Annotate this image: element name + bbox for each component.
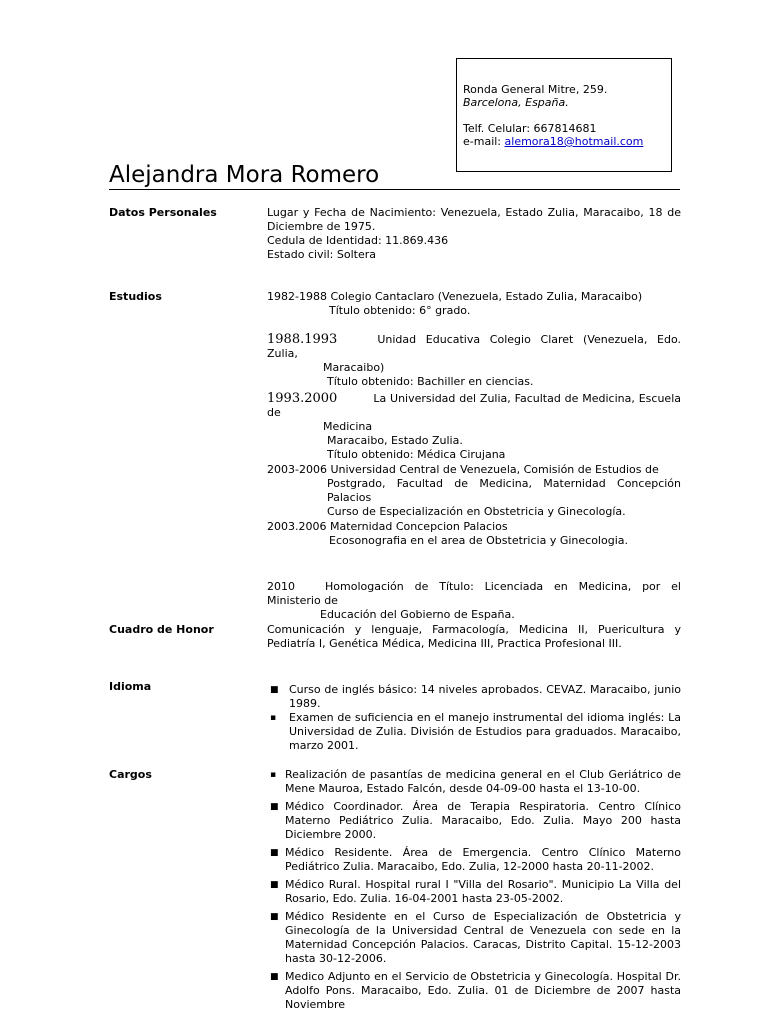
contact-box [456,58,672,172]
bullet-icon: ■ [270,848,279,858]
section-cargos [267,768,681,1016]
contact-phone: Telf. Celular: 667814681 [463,122,597,135]
estudios-item [267,290,681,318]
estudios-line: Ecosonografia en el area de Obstetricia y Ginecologia. [329,534,628,547]
section-label-cargos: Cargos [109,768,152,781]
list-item: ▪ Realización de pasantías de medicina general en el Club Geriátrico de Mene Mauroa, Estado Falcón, desde 04-09-00 hasta el 13-10-00. [270,768,681,795]
estudios-item [267,463,681,519]
estudios-line: Universidad Central de Venezuela, Comisión de Estudios de [326,463,659,476]
estudios-line: Título obtenido: 6° grado. [329,304,471,317]
estudios-line: La Universidad del Zulia, Facultad de Medicina, Escuela de [267,392,681,419]
estudios-line: Maternidad Concepcion Palacios [326,520,508,533]
estudios-line: Educación del Gobierno de España. [320,608,515,621]
datos-line: Estado civil: Soltera [267,248,376,261]
bullet-icon: ■ [270,880,279,890]
estudios-line: Maracaibo, Estado Zulia. [327,434,463,447]
bullet-icon: ▪ [270,770,277,780]
estudios-line: Medicina [323,420,373,433]
section-idioma [267,683,681,757]
estudios-line: Homologación de Título: Licenciada en Medicina, por el Ministerio de [267,580,681,607]
estudios-year: 2003.2006 [267,520,327,533]
estudios-line: Título obtenido: Bachiller en ciencias. [327,375,534,388]
section-label-idioma: Idioma [109,680,152,693]
estudios-line: Maracaibo) [323,361,385,374]
list-item: ■ Curso de inglés básico: 14 niveles aprobados. CEVAZ. Maracaibo, junio 1989. [270,683,681,710]
contact-email-label: e-mail: [463,135,505,148]
estudios-year: 2010 [267,580,295,593]
estudios-line: Título obtenido: Médica Cirujana [327,448,506,461]
bullet-icon: ■ [270,802,279,812]
section-label-estudios: Estudios [109,290,162,303]
section-datos [267,206,681,262]
estudios-year: 1988.1993 [267,332,338,347]
bullet-icon: ■ [270,972,279,982]
section-label-datos: Datos Personales [109,206,217,219]
bullet-icon: ■ [270,912,279,922]
estudios-line: Curso de Especialización en Obstetricia y Ginecología. [327,505,626,518]
estudios-item [267,520,681,548]
title-divider [109,189,680,190]
contact-email-link[interactable]: alemora18@hotmail.com [504,135,644,148]
contact-address: Ronda General Mitre, 259. [463,83,608,96]
list-item: ■ Médico Residente. Área de Emergencia. Centro Clínico Materno Pediátrico Zulia. Maracaibo, Edo. Zulia, 12-2000 hasta 20-11-2002. [270,846,681,873]
section-label-honor: Cuadro de Honor [109,623,214,636]
estudios-item [267,333,681,389]
estudios-line: Colegio Cantaclaro (Venezuela, Estado Zulia, Maracaibo) [326,290,643,303]
list-item: ■ Médico Coordinador. Área de Terapia Respiratoria. Centro Clínico Materno Pediátrico Zulia. Maracaibo, Edo. Zulia. Mayo 200 hasta Diciembre 2000. [270,800,681,841]
estudios-year: 1993.2000 [267,391,338,406]
estudios-line: Postgrado, Facultad de Medicina, Maternidad Concepción Palacios [327,477,681,504]
estudios-item [267,392,681,462]
bullet-icon: ■ [270,685,279,695]
datos-line: Cedula de Identidad: 11.869.436 [267,234,449,247]
estudios-item [267,580,681,622]
bullet-icon: ▪ [270,713,277,723]
list-item: ▪ Examen de suficiencia en el manejo instrumental del idioma inglés: La Universidad de Zulia. División de Estudios para graduados. Maracaibo, marzo 2001. [270,711,681,752]
list-item: ■ Medico Adjunto en el Servicio de Obstetricia y Ginecología. Hospital Dr. Adolfo Pons. Maracaibo, Edo. Zulia. 01 de Diciembre de 2007 hasta Noviembre [270,970,681,1011]
estudios-year: 1982-1988 [267,290,327,303]
datos-line: Lugar y Fecha de Nacimiento: Venezuela, Estado Zulia, Maracaibo, 18 de Diciembre de 1975. [267,206,681,233]
contact-city: Barcelona, España. [463,96,569,109]
section-honor: Comunicación y lenguaje, Farmacología, Medicina II, Puericultura y Pediatría I, Genética Médica, Medicina III, Practica Profesional III. [267,623,681,650]
estudios-year: 2003-2006 [267,463,327,476]
page-title: Alejandra Mora Romero [109,162,380,188]
list-item: ■ Médico Rural. Hospital rural I "Villa del Rosario". Municipio La Villa del Rosario, Edo. Zulia. 16-04-2001 hasta 23-05-2002. [270,878,681,905]
contact-email-row [463,135,671,148]
list-item: ■ Médico Residente en el Curso de Especialización de Obstetricia y Ginecología de la Universidad Central de Venezuela con sede en la Maternidad Concepción Palacios. Caracas, Distrito Capital. 15-12-2003 hasta 30-12-2006. [270,910,681,965]
estudios-line: Unidad Educativa Colegio Claret (Venezuela, Edo. Zulia, [267,333,681,360]
